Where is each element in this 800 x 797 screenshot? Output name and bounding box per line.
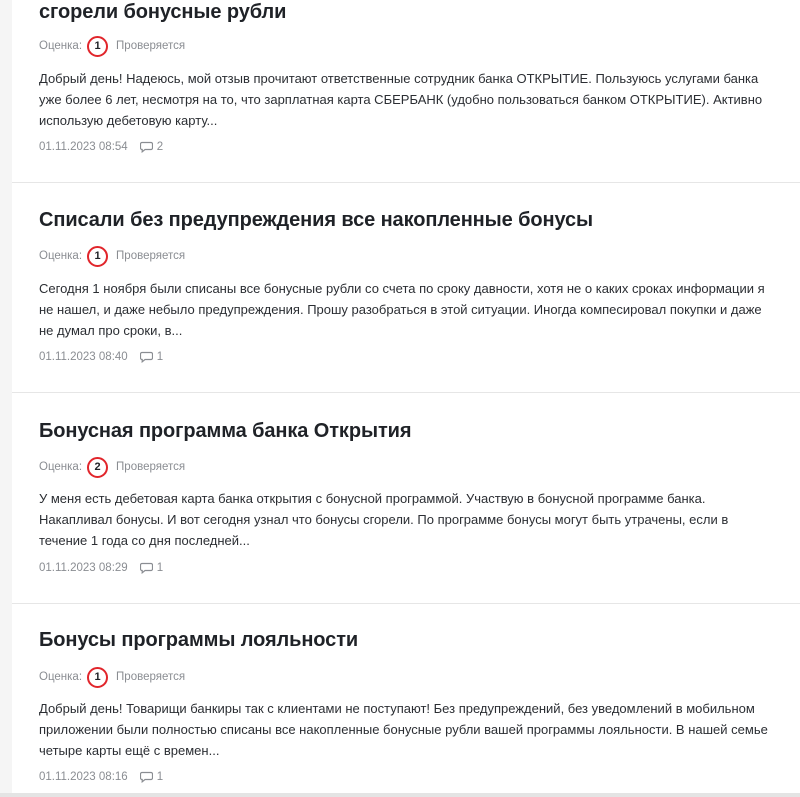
reviews-feed [12, 0, 800, 797]
review-excerpt[interactable]: Сегодня 1 ноября были списаны все бонусные рубли со счета по сроку давности, хотя не о каких сроках информации я не нашел, и даже небыло предупреждения. Прошу разобраться в этой ситуации. Иногда компесировал покупки и даже не думал про сроки, в... [39, 281, 765, 338]
comment-bubble-icon[interactable] [140, 141, 153, 153]
review-card [12, 604, 800, 794]
rating-label: Оценка: [39, 671, 83, 683]
rating-label: Оценка: [39, 40, 83, 52]
rating-row [39, 244, 185, 268]
rating-badge: 1 [87, 246, 108, 267]
review-datetime: 01.11.2023 08:16 [39, 771, 128, 783]
rating-badge: 1 [87, 667, 108, 688]
comment-count[interactable]: 1 [156, 562, 164, 574]
review-meta [39, 769, 163, 785]
review-excerpt[interactable]: У меня есть дебетовая карта банка открытия с бонусной программой. Участвую в бонусной программе банка. Накапливал бонусы. И вот сегодня узнал что бонусы сгорели. По программе бонусы могут быть утрачены, если в течение 1 года со дня последней... [39, 491, 729, 548]
comment-bubble-icon[interactable] [140, 771, 153, 783]
status-badge: Проверяется [116, 671, 186, 683]
review-meta [39, 139, 163, 155]
rating-row [39, 455, 185, 479]
rating-badge: 2 [87, 457, 108, 478]
review-datetime: 01.11.2023 08:54 [39, 141, 128, 153]
review-datetime: 01.11.2023 08:29 [39, 562, 128, 574]
rating-row [39, 34, 185, 58]
review-title[interactable]: Списали без предупреждения все накопленные бонусы [39, 209, 593, 231]
comment-bubble-icon[interactable] [140, 562, 153, 574]
horizontal-scrollbar[interactable] [0, 793, 800, 797]
review-meta [39, 560, 163, 576]
review-meta [39, 349, 163, 365]
review-title[interactable]: Бонусы программы лояльности [39, 629, 359, 651]
comment-count[interactable]: 2 [156, 141, 164, 153]
rating-label: Оценка: [39, 250, 83, 262]
rating-row [39, 665, 185, 689]
rating-badge: 1 [87, 36, 108, 57]
comment-bubble-icon[interactable] [140, 351, 153, 363]
status-badge: Проверяется [116, 461, 186, 473]
review-title[interactable]: сгорели бонусные рубли [39, 1, 287, 23]
status-badge: Проверяется [116, 40, 186, 52]
review-excerpt[interactable]: Добрый день! Товарищи банкиры так с клиентами не поступают! Без предупреждений, без уведомлений в мобильном приложении были полностью списаны все накопленные бонусные рубли вашей программы лояльности. В нашей семье четыре карты ещё с времен... [39, 701, 768, 758]
rating-label: Оценка: [39, 461, 83, 473]
review-card [12, 393, 800, 602]
status-badge: Проверяется [116, 250, 186, 262]
comment-count[interactable]: 1 [156, 351, 164, 363]
review-card [12, 0, 800, 182]
review-title[interactable]: Бонусная программа банка Открытия [39, 420, 412, 442]
review-datetime: 01.11.2023 08:40 [39, 351, 128, 363]
comment-count[interactable]: 1 [156, 771, 164, 783]
review-excerpt[interactable]: Добрый день! Надеюсь, мой отзыв прочитают ответственные сотрудник банка ОТКРЫТИЕ. Пользуюсь услугами банка уже более 6 лет, несмотря на то, что зарплатная карта СБЕРБАНК (удобно пользоваться банком ОТКРЫТИЕ). Активно использую дебетовую карту... [39, 71, 763, 128]
review-card [12, 183, 800, 391]
